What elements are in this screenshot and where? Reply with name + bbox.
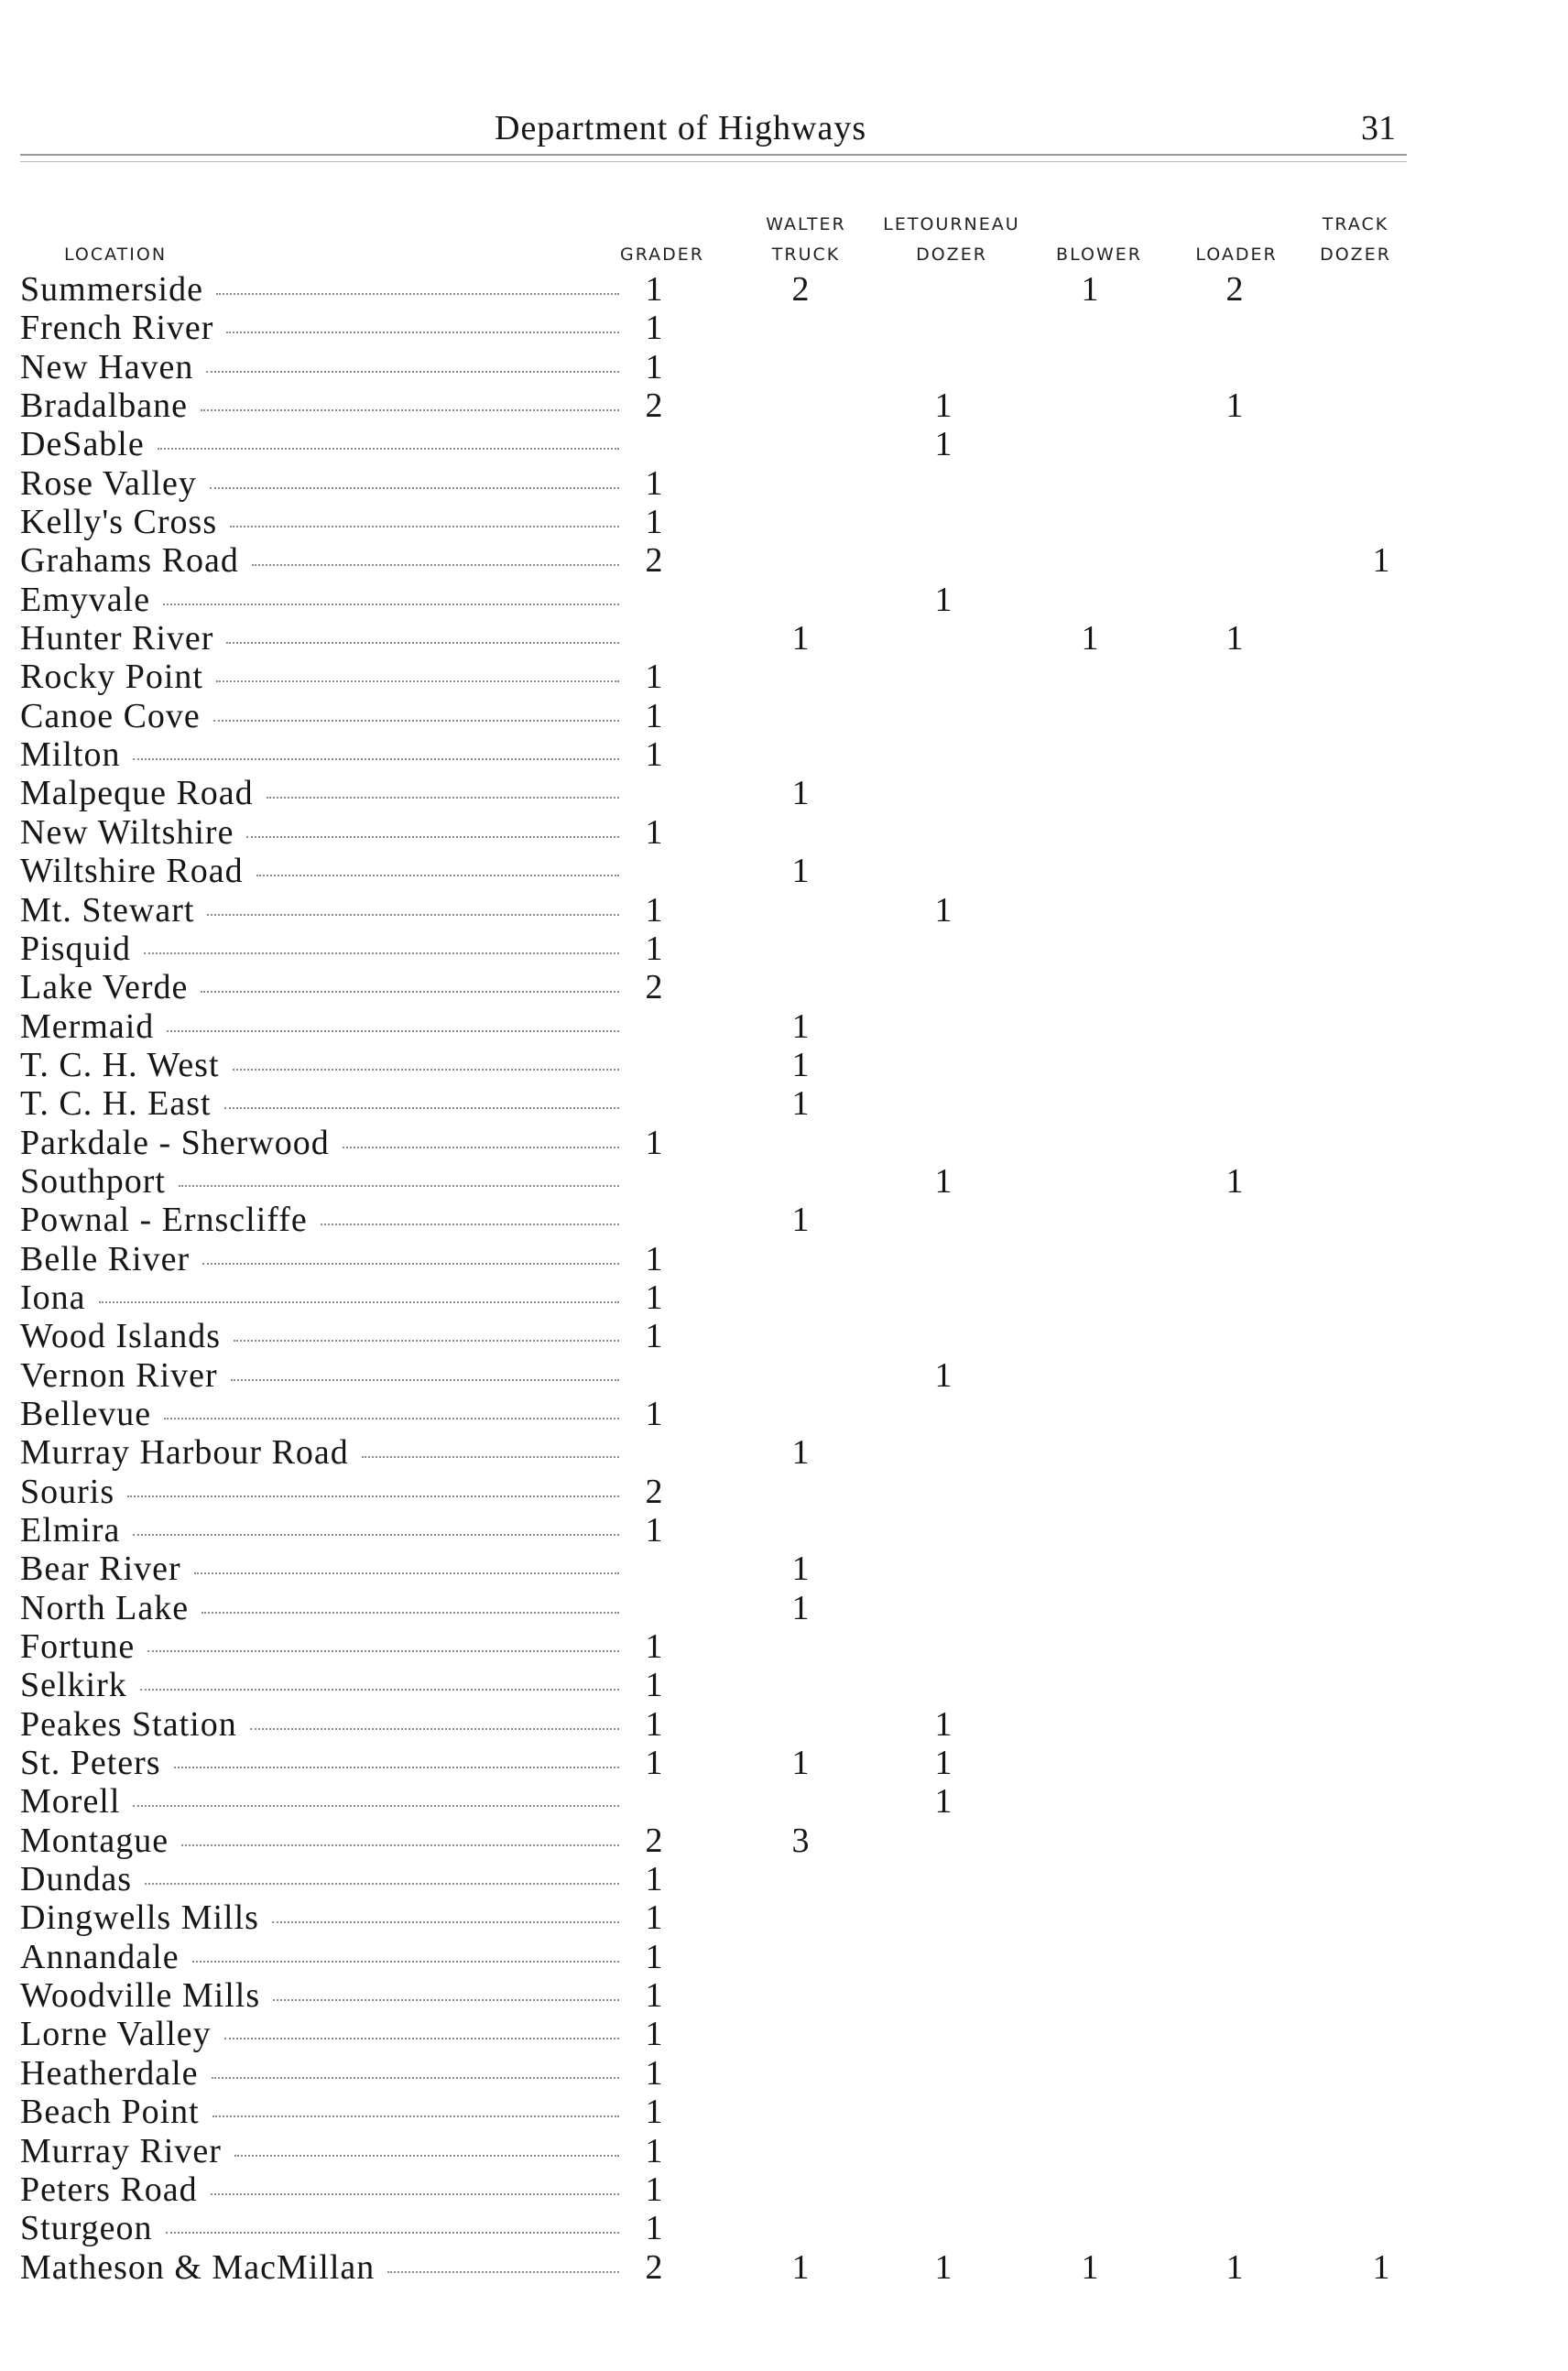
- location-cell: [20, 1278, 625, 1317]
- location-name: Heatherdale: [20, 2053, 199, 2093]
- location-cell: [20, 2015, 625, 2053]
- dot-leader: [127, 1495, 619, 1497]
- table-row: [0, 1705, 1568, 1744]
- grader-count: 1: [645, 347, 663, 386]
- table-row: [0, 2209, 1568, 2247]
- page-number: 31: [1361, 109, 1396, 147]
- dot-leader: [147, 1650, 619, 1652]
- location-name: Montague: [20, 1821, 169, 1860]
- grader-count: 1: [645, 2015, 663, 2054]
- dot-leader: [387, 2271, 619, 2273]
- equipment-table: [0, 270, 1568, 2287]
- table-row: [0, 386, 1568, 425]
- location-name: Canoe Cove: [20, 696, 201, 735]
- table-row: [0, 852, 1568, 890]
- location-name: Vernon River: [20, 1355, 218, 1395]
- truck-count: 1: [791, 1045, 810, 1084]
- location-name: Bear River: [20, 1550, 181, 1589]
- grader-count: 2: [645, 2247, 663, 2287]
- table-row: [0, 2015, 1568, 2053]
- table-row: [0, 1782, 1568, 1821]
- dot-leader: [166, 2232, 619, 2234]
- table-row: [0, 1744, 1568, 1782]
- dot-leader: [133, 1805, 619, 1807]
- location-name: Fortune: [20, 1627, 136, 1667]
- loader-count: 1: [1225, 1161, 1244, 1201]
- table-row: [0, 1007, 1568, 1046]
- location-name: Rose Valley: [20, 463, 197, 503]
- table-row: [0, 1511, 1568, 1550]
- location-name: DeSable: [20, 425, 145, 464]
- loader-count: 1: [1225, 619, 1244, 658]
- table-row: [0, 1084, 1568, 1123]
- location-name: Mt. Stewart: [20, 890, 195, 930]
- truck-count: 3: [791, 1821, 810, 1860]
- dot-leader: [133, 758, 619, 760]
- dot-leader: [321, 1224, 619, 1225]
- location-cell: [20, 2132, 625, 2170]
- grader-count: 1: [645, 309, 663, 348]
- track-dozer-count: 1: [1372, 541, 1390, 581]
- loader-count: 1: [1225, 2247, 1244, 2287]
- location-name: T. C. H. West: [20, 1045, 220, 1084]
- location-name: Murray Harbour Road: [20, 1433, 349, 1473]
- table-row: [0, 658, 1568, 696]
- location-cell: [20, 1705, 625, 1744]
- location-name: Murray River: [20, 2131, 222, 2170]
- location-name: Rocky Point: [20, 658, 203, 697]
- location-cell: [20, 1201, 625, 1239]
- dot-leader: [233, 1069, 619, 1071]
- truck-count: 1: [791, 1550, 810, 1589]
- location-name: Elmira: [20, 1511, 121, 1550]
- location-cell: [20, 2248, 625, 2287]
- location-cell: [20, 1938, 625, 1976]
- location-cell: [20, 1666, 625, 1704]
- location-name: Peters Road: [20, 2170, 198, 2209]
- location-cell: [20, 1046, 625, 1084]
- table-row: [0, 348, 1568, 386]
- dot-leader: [231, 1379, 619, 1381]
- dot-leader: [158, 448, 619, 450]
- location-name: Kelly's Cross: [20, 503, 218, 542]
- dot-leader: [164, 1418, 619, 1419]
- location-name: Bradalbane: [20, 386, 189, 426]
- location-name: French River: [20, 309, 214, 348]
- location-cell: [20, 774, 625, 812]
- table-row: [0, 1162, 1568, 1201]
- location-name: Iona: [20, 1278, 86, 1317]
- track-dozer-count: 1: [1372, 2247, 1390, 2287]
- truck-count: 1: [791, 1201, 810, 1240]
- table-row: [0, 2132, 1568, 2170]
- dot-leader: [210, 487, 619, 489]
- dot-leader: [234, 2155, 619, 2157]
- location-name: Wiltshire Road: [20, 852, 244, 891]
- location-name: Souris: [20, 1472, 115, 1511]
- dot-leader: [201, 409, 619, 411]
- table-row: [0, 968, 1568, 1006]
- column-header-track-dozer: TRACK DOZER: [1320, 214, 1391, 265]
- table-row: [0, 270, 1568, 309]
- location-cell: [20, 619, 625, 658]
- table-row: [0, 1898, 1568, 1937]
- dot-leader: [213, 720, 619, 722]
- table-row: [0, 309, 1568, 347]
- table-row: [0, 1550, 1568, 1588]
- location-cell: [20, 852, 625, 890]
- column-header-blower: BLOWER: [1056, 245, 1142, 265]
- dot-leader: [226, 642, 619, 644]
- dot-leader: [167, 1030, 619, 1032]
- location-name: Malpeque Road: [20, 774, 254, 813]
- grader-count: 1: [645, 812, 663, 852]
- location-cell: [20, 891, 625, 930]
- location-cell: [20, 464, 625, 503]
- location-cell: [20, 658, 625, 696]
- table-row: [0, 1822, 1568, 1860]
- truck-count: 1: [791, 852, 810, 891]
- dot-leader: [163, 604, 619, 605]
- table-row: [0, 774, 1568, 812]
- dot-leader: [267, 797, 619, 799]
- grader-count: 1: [645, 696, 663, 735]
- dozer-count: 1: [934, 580, 953, 619]
- table-row: [0, 1356, 1568, 1395]
- dot-leader: [194, 1572, 619, 1574]
- dot-leader: [174, 1767, 619, 1768]
- grader-count: 1: [645, 1898, 663, 1938]
- grader-count: 1: [645, 463, 663, 503]
- dot-leader: [250, 1728, 619, 1730]
- dot-leader: [144, 952, 619, 954]
- location-name: Mermaid: [20, 1006, 155, 1046]
- truck-count: 1: [791, 2247, 810, 2287]
- table-row: [0, 1860, 1568, 1898]
- location-cell: [20, 697, 625, 735]
- location-name: Summerside: [20, 270, 203, 309]
- location-cell: [20, 1007, 625, 1046]
- table-row: [0, 2093, 1568, 2131]
- truck-count: 1: [791, 1744, 810, 1783]
- grader-count: 1: [645, 2093, 663, 2132]
- grader-count: 1: [645, 1627, 663, 1667]
- dot-leader: [224, 1107, 619, 1109]
- location-name: Annandale: [20, 1937, 180, 1976]
- table-row: [0, 1278, 1568, 1317]
- grader-count: 1: [645, 929, 663, 968]
- grader-count: 1: [645, 1976, 663, 2016]
- dot-leader: [212, 2077, 619, 2079]
- location-cell: [20, 348, 625, 386]
- dot-leader: [343, 1147, 619, 1148]
- table-row: [0, 1124, 1568, 1162]
- dot-leader: [99, 1301, 619, 1303]
- location-cell: [20, 1860, 625, 1898]
- location-cell: [20, 2093, 625, 2131]
- dot-leader: [272, 1921, 619, 1923]
- truck-count: 2: [791, 270, 810, 309]
- table-row: [0, 891, 1568, 930]
- blower-count: 1: [1081, 619, 1099, 658]
- location-name: Woodville Mills: [20, 1976, 261, 2016]
- header-rule: [20, 154, 1407, 156]
- location-name: Peakes Station: [20, 1704, 237, 1744]
- grader-count: 1: [645, 1937, 663, 1976]
- grader-count: 2: [645, 386, 663, 426]
- location-cell: [20, 930, 625, 968]
- dot-leader: [201, 991, 619, 993]
- blower-count: 1: [1081, 2247, 1099, 2287]
- table-row: [0, 1938, 1568, 1976]
- table-row: [0, 1046, 1568, 1084]
- dot-leader: [362, 1456, 619, 1458]
- location-cell: [20, 2170, 625, 2209]
- grader-count: 1: [645, 1123, 663, 1162]
- location-name: Lake Verde: [20, 968, 189, 1007]
- location-name: New Wiltshire: [20, 812, 234, 852]
- dot-leader: [216, 293, 619, 295]
- location-cell: [20, 1084, 625, 1123]
- location-name: Bellevue: [20, 1394, 152, 1433]
- dot-leader: [252, 564, 619, 566]
- location-name: Dingwells Mills: [20, 1898, 259, 1938]
- location-cell: [20, 1395, 625, 1433]
- grader-count: 1: [645, 1394, 663, 1433]
- blower-count: 1: [1081, 270, 1099, 309]
- location-name: North Lake: [20, 1588, 190, 1627]
- location-cell: [20, 270, 625, 309]
- dot-leader: [256, 875, 619, 876]
- table-row: [0, 619, 1568, 658]
- page-title: Department of Highways: [495, 109, 867, 147]
- loader-count: 1: [1225, 386, 1244, 426]
- location-name: Beach Point: [20, 2093, 200, 2132]
- table-row: [0, 735, 1568, 774]
- table-row: [0, 1666, 1568, 1704]
- grader-count: 1: [645, 1278, 663, 1317]
- table-row: [0, 503, 1568, 541]
- location-name: Dundas: [20, 1860, 133, 1899]
- dot-leader: [246, 836, 619, 838]
- column-header-grader: GRADER: [620, 245, 704, 265]
- dot-leader: [201, 1612, 619, 1614]
- grader-count: 1: [645, 1704, 663, 1744]
- location-cell: [20, 581, 625, 619]
- table-row: [0, 697, 1568, 735]
- location-name: Selkirk: [20, 1666, 127, 1705]
- location-name: Hunter River: [20, 619, 214, 658]
- grader-count: 1: [645, 2053, 663, 2093]
- grader-count: 2: [645, 541, 663, 581]
- grader-count: 1: [645, 2170, 663, 2209]
- location-cell: [20, 1511, 625, 1550]
- table-row: [0, 2170, 1568, 2209]
- grader-count: 2: [645, 968, 663, 1007]
- dot-leader: [273, 1999, 619, 2001]
- location-name: Lorne Valley: [20, 2015, 212, 2054]
- location-cell: [20, 968, 625, 1006]
- table-row: [0, 2054, 1568, 2093]
- grader-count: 1: [645, 503, 663, 542]
- dot-leader: [207, 914, 619, 916]
- location-cell: [20, 735, 625, 774]
- location-name: Wood Islands: [20, 1317, 221, 1356]
- table-row: [0, 541, 1568, 580]
- location-name: Pownal - Ernscliffe: [20, 1201, 308, 1240]
- grader-count: 1: [645, 890, 663, 930]
- location-cell: [20, 1782, 625, 1821]
- table-row: [0, 1240, 1568, 1278]
- loader-count: 2: [1225, 270, 1244, 309]
- table-row: [0, 1433, 1568, 1472]
- table-row: [0, 1201, 1568, 1239]
- location-cell: [20, 2054, 625, 2093]
- location-name: New Haven: [20, 347, 194, 386]
- location-cell: [20, 503, 625, 541]
- dot-leader: [145, 1883, 619, 1885]
- table-row: [0, 1589, 1568, 1627]
- grader-count: 1: [645, 1511, 663, 1550]
- location-cell: [20, 1550, 625, 1588]
- location-cell: [20, 1744, 625, 1782]
- location-cell: [20, 1976, 625, 2015]
- truck-count: 1: [791, 619, 810, 658]
- location-name: Emyvale: [20, 580, 151, 619]
- location-cell: [20, 386, 625, 425]
- dozer-count: 1: [934, 386, 953, 426]
- grader-count: 1: [645, 2209, 663, 2248]
- grader-count: 1: [645, 735, 663, 775]
- grader-count: 1: [645, 1239, 663, 1278]
- location-name: St. Peters: [20, 1744, 161, 1783]
- dot-leader: [181, 1844, 619, 1846]
- dot-leader: [211, 2193, 619, 2195]
- column-header-loader: LOADER: [1195, 245, 1278, 265]
- dot-leader: [192, 1961, 619, 1963]
- location-cell: [20, 541, 625, 580]
- table-row: [0, 2248, 1568, 2287]
- truck-count: 1: [791, 774, 810, 813]
- table-row: [0, 1473, 1568, 1511]
- location-cell: [20, 1240, 625, 1278]
- dot-leader: [140, 1689, 619, 1691]
- dozer-count: 1: [934, 1355, 953, 1395]
- dot-leader: [216, 680, 619, 682]
- location-cell: [20, 309, 625, 347]
- dozer-count: 1: [934, 425, 953, 464]
- location-cell: [20, 1627, 625, 1666]
- dot-leader: [212, 2115, 619, 2117]
- table-row: [0, 1317, 1568, 1355]
- table-row: [0, 930, 1568, 968]
- truck-count: 1: [791, 1006, 810, 1046]
- location-name: Belle River: [20, 1239, 191, 1278]
- grader-count: 1: [645, 1744, 663, 1783]
- location-name: Parkdale - Sherwood: [20, 1123, 330, 1162]
- header-rule-secondary: [20, 161, 1407, 162]
- location-cell: [20, 1317, 625, 1355]
- location-cell: [20, 1162, 625, 1201]
- grader-count: 1: [645, 2131, 663, 2170]
- location-cell: [20, 425, 625, 463]
- location-cell: [20, 1473, 625, 1511]
- location-cell: [20, 1124, 625, 1162]
- location-name: Sturgeon: [20, 2209, 153, 2248]
- dot-leader: [133, 1534, 619, 1536]
- dozer-count: 1: [934, 1744, 953, 1783]
- location-name: Matheson & MacMillan: [20, 2247, 376, 2287]
- dot-leader: [179, 1185, 619, 1187]
- grader-count: 1: [645, 270, 663, 309]
- location-name: Grahams Road: [20, 541, 239, 581]
- table-row: [0, 1976, 1568, 2015]
- dot-leader: [234, 1340, 619, 1342]
- location-name: Morell: [20, 1782, 121, 1822]
- dot-leader: [224, 2038, 619, 2039]
- table-row: [0, 581, 1568, 619]
- dot-leader: [230, 526, 619, 527]
- location-cell: [20, 2209, 625, 2247]
- location-cell: [20, 1433, 625, 1472]
- dot-leader: [202, 1263, 619, 1265]
- grader-count: 1: [645, 1860, 663, 1899]
- location-name: Pisquid: [20, 929, 132, 968]
- column-header-walter-truck: WALTER TRUCK: [766, 214, 846, 265]
- location-cell: [20, 1898, 625, 1937]
- location-name: T. C. H. East: [20, 1084, 212, 1124]
- dot-leader: [206, 371, 619, 373]
- truck-count: 1: [791, 1588, 810, 1627]
- column-header-letourneau-dozer: LETOURNEAU DOZER: [883, 214, 1020, 265]
- grader-count: 2: [645, 1472, 663, 1511]
- location-name: Southport: [20, 1161, 166, 1201]
- table-row: [0, 425, 1568, 463]
- table-row: [0, 1395, 1568, 1433]
- dozer-count: 1: [934, 1161, 953, 1201]
- dozer-count: 1: [934, 2247, 953, 2287]
- location-cell: [20, 1589, 625, 1627]
- column-header-location: LOCATION: [64, 245, 168, 265]
- dozer-count: 1: [934, 890, 953, 930]
- dozer-count: 1: [934, 1704, 953, 1744]
- location-cell: [20, 1822, 625, 1860]
- grader-count: 1: [645, 658, 663, 697]
- location-name: Milton: [20, 735, 121, 775]
- grader-count: 2: [645, 1821, 663, 1860]
- table-row: [0, 464, 1568, 503]
- location-cell: [20, 1356, 625, 1395]
- truck-count: 1: [791, 1084, 810, 1124]
- grader-count: 1: [645, 1666, 663, 1705]
- grader-count: 1: [645, 1317, 663, 1356]
- dot-leader: [226, 332, 619, 333]
- location-cell: [20, 813, 625, 852]
- table-row: [0, 1627, 1568, 1666]
- truck-count: 1: [791, 1433, 810, 1473]
- table-row: [0, 813, 1568, 852]
- dozer-count: 1: [934, 1782, 953, 1822]
